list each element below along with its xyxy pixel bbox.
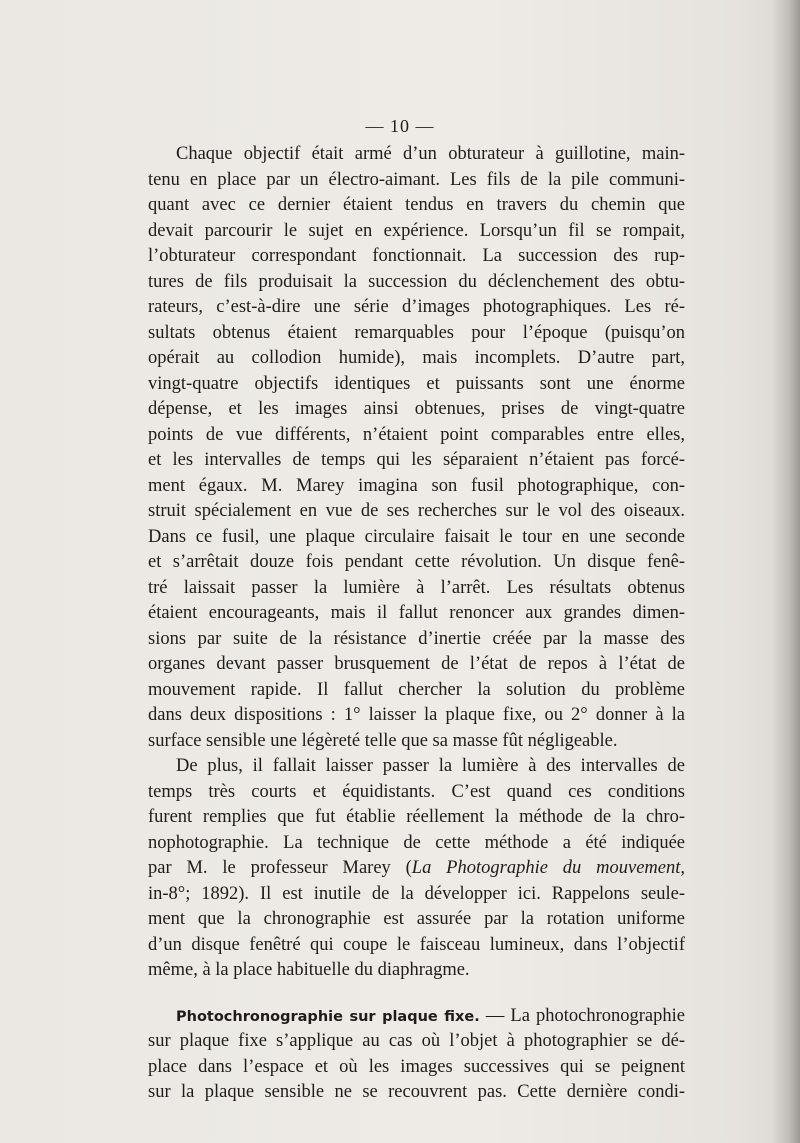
- text-line: De plus, il fallait laisser passer la lumière à des intervalles de: [176, 756, 685, 776]
- text-line: organes devant passer brusquement de l’état de repos à l’état de: [148, 654, 685, 674]
- text-line: Chaque objectif était armé d’un obturateur à guillotine, main-: [176, 144, 685, 164]
- text-line: rateurs, c’est-à-dire une série d’images photographiques. Les ré-: [148, 297, 685, 317]
- text-line: tenu en place par un électro-aimant. Les fils de la pile communi-: [148, 169, 685, 190]
- text-line: l’obturateur correspondant fonctionnait. La succession des rup-: [148, 246, 685, 266]
- text-line: ment égaux. M. Marey imagina son fusil photographique, con-: [148, 475, 685, 496]
- text-line: points de vue différents, n’étaient point comparables entre elles,: [148, 424, 685, 445]
- page-edge-shadow: [772, 0, 800, 1143]
- text-line: même, à la place habituelle du diaphragme.: [148, 960, 470, 980]
- text-line: struit spécialement en vue de ses recherches sur le vol des oiseaux.: [148, 501, 685, 521]
- text-line: dans deux dispositions : 1° laisser la plaque fixe, ou 2° donner à la: [148, 705, 685, 725]
- text-line-with-title: [148, 856, 685, 882]
- text-line: surface sensible une légèreté telle que sa masse fût négligeable.: [148, 730, 618, 751]
- text-line: sur la plaque sensible ne se recouvrent pas. Cette dernière condi-: [148, 1082, 685, 1102]
- text-line: Dans ce fusil, une plaque circulaire faisait le tour en une seconde: [148, 526, 685, 547]
- text-line: ment que la chronographie est assurée par la rotation uniforme: [148, 909, 685, 929]
- page-number: — 10 —: [365, 116, 435, 136]
- text-line: temps très courts et équidistants. C’est quand ces conditions: [148, 781, 685, 802]
- text-line: et s’arrêtait douze fois pendant cette révolution. Un disque fenê-: [148, 552, 685, 572]
- text-line: dépense, et les images ainsi obtenues, prises de vingt-quatre: [148, 399, 685, 419]
- book-title: La Photographie du mouvement,: [411, 858, 685, 878]
- section-heading: Photochronographie sur plaque fixe.: [176, 1008, 480, 1025]
- text-line: vingt-quatre objectifs identiques et puissants sont une énorme: [148, 373, 685, 394]
- paragraph-1: [148, 142, 685, 754]
- text-line: furent remplies que fut établie réellement la méthode de la chro-: [148, 807, 685, 827]
- text-segment: par M. le professeur Marey (: [148, 858, 412, 878]
- text-line: place dans l’espace et où les images successives qui se peignent: [148, 1056, 685, 1077]
- section-heading-rest: — La photochronographie: [479, 1005, 685, 1026]
- text-line: in-8°; 1892). Il est inutile de la développer ici. Rappelons seule-: [148, 883, 685, 904]
- section-first-line: [148, 1004, 685, 1030]
- section-gap: [148, 984, 685, 1004]
- section-photochronographie: [148, 1004, 685, 1106]
- text-line: et les intervalles de temps qui les séparaient n’étaient pas forcé-: [148, 450, 685, 470]
- text-line: sur plaque fixe s’applique au cas où l’objet à photographier se dé-: [148, 1031, 685, 1051]
- body-text: [148, 142, 685, 1106]
- text-line: opérait au collodion humide), mais incomplets. D’autre part,: [148, 348, 685, 368]
- text-line: d’un disque fenêtré qui coupe le faisceau lumineux, dans l’objectif: [148, 934, 685, 955]
- paragraph-2: [148, 754, 685, 984]
- text-line: étaient encourageants, mais il fallut renoncer aux grandes dimen-: [148, 603, 685, 623]
- text-line: quant avec ce dernier étaient tendus en travers du chemin que: [148, 195, 685, 215]
- text-line: nophotographie. La technique de cette méthode a été indiquée: [148, 832, 685, 853]
- text-line: devait parcourir le sujet en expérience. Lorsqu’un fil se rompait,: [148, 220, 685, 241]
- text-line: tré laissait passer la lumière à l’arrêt. Les résultats obtenus: [148, 577, 685, 598]
- text-line: sultats obtenus étaient remarquables pour l’époque (puisqu’on: [148, 322, 685, 343]
- text-line: sions par suite de la résistance d’inertie créée par la masse des: [148, 628, 685, 649]
- text-line: mouvement rapide. Il fallut chercher la solution du problème: [148, 679, 685, 700]
- text-line: tures de fils produisait la succession du déclenchement des obtu-: [148, 271, 685, 292]
